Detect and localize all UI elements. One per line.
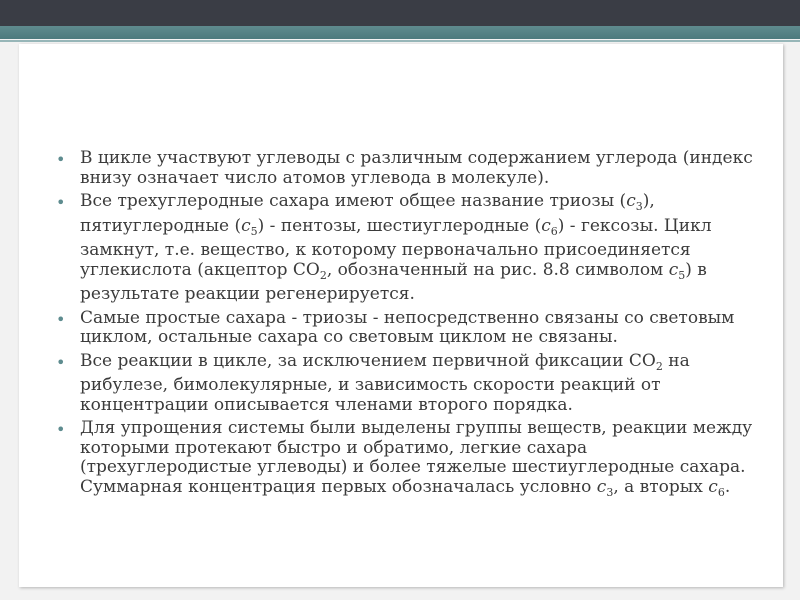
variable: с [241,215,251,236]
subscript: 5 [678,268,686,282]
variable: с [541,215,551,236]
bullet-dot: • [56,193,66,212]
bullet-text: Все реакции в цикле, за исключением первичной фиксации СО [80,350,656,371]
subscript: 6 [550,224,558,238]
variable: с [708,476,718,497]
bullet-text: Для упрощения системы были выделены группы веществ, реакции между которыми протекают быстро и обратимо, легкие сахара (трехуглеродистые углеводы) и более тяжелые шестиуглеродные сахара. Суммарная концентрация первых обозначалась условно [80,418,753,497]
variable: с [596,476,607,497]
bullet-text: , а вторых [613,476,709,497]
subscript: 3 [606,485,614,499]
subscript: 3 [635,200,643,213]
variable: с [668,259,679,280]
bullet-text: . [724,476,731,497]
bullet-text: , обозначенный на рис. 8.8 символом [326,259,669,280]
bullet-list [56,149,756,506]
bullet-text: ) - гексозы. Цикл замкнут, т.е. вещество, к которому первоначально присоединяется углекислота (акцептор СО [80,215,712,280]
header-stripe-line [0,40,800,42]
top-bar [0,0,800,26]
bullet-dot: • [56,420,66,439]
bullet-item [56,419,756,502]
bullet-item [56,352,756,416]
bullet-item [56,309,756,348]
bullet-text: В цикле участвуют углеводы с различным содержанием углерода (индекс внизу означает число атомов углевода в молекуле). [80,148,753,188]
subscript: 2 [319,268,327,282]
bullet-text: ) в результате реакции регенерируется. [80,259,707,304]
bullet-text: ), пятиуглеродные ( [80,191,655,236]
bullet-item [56,149,756,188]
subscript: 6 [717,485,725,499]
bullet-text: Самые простые сахара - триозы - непосредственно связаны со световым циклом, остальные сахара со световым циклом не связаны. [80,307,735,347]
header-stripe [0,26,800,39]
bullet-text: ) - пентозы, шестиуглеродные ( [257,215,542,236]
bullet-item [56,192,756,305]
bullet-text: на рибулезе, бимолекулярные, и зависимость скорости реакций от концентрации описывается членами второго порядка. [80,350,690,415]
subscript: 5 [250,224,258,238]
subscript: 2 [655,359,663,373]
bullet-dot: • [56,309,66,329]
bullet-dot: • [56,352,66,372]
bullet-dot: • [56,150,66,169]
bullet-text: Все трехуглеродные сахара имеют общее название триозы ( [80,191,627,211]
variable: с [626,191,636,211]
